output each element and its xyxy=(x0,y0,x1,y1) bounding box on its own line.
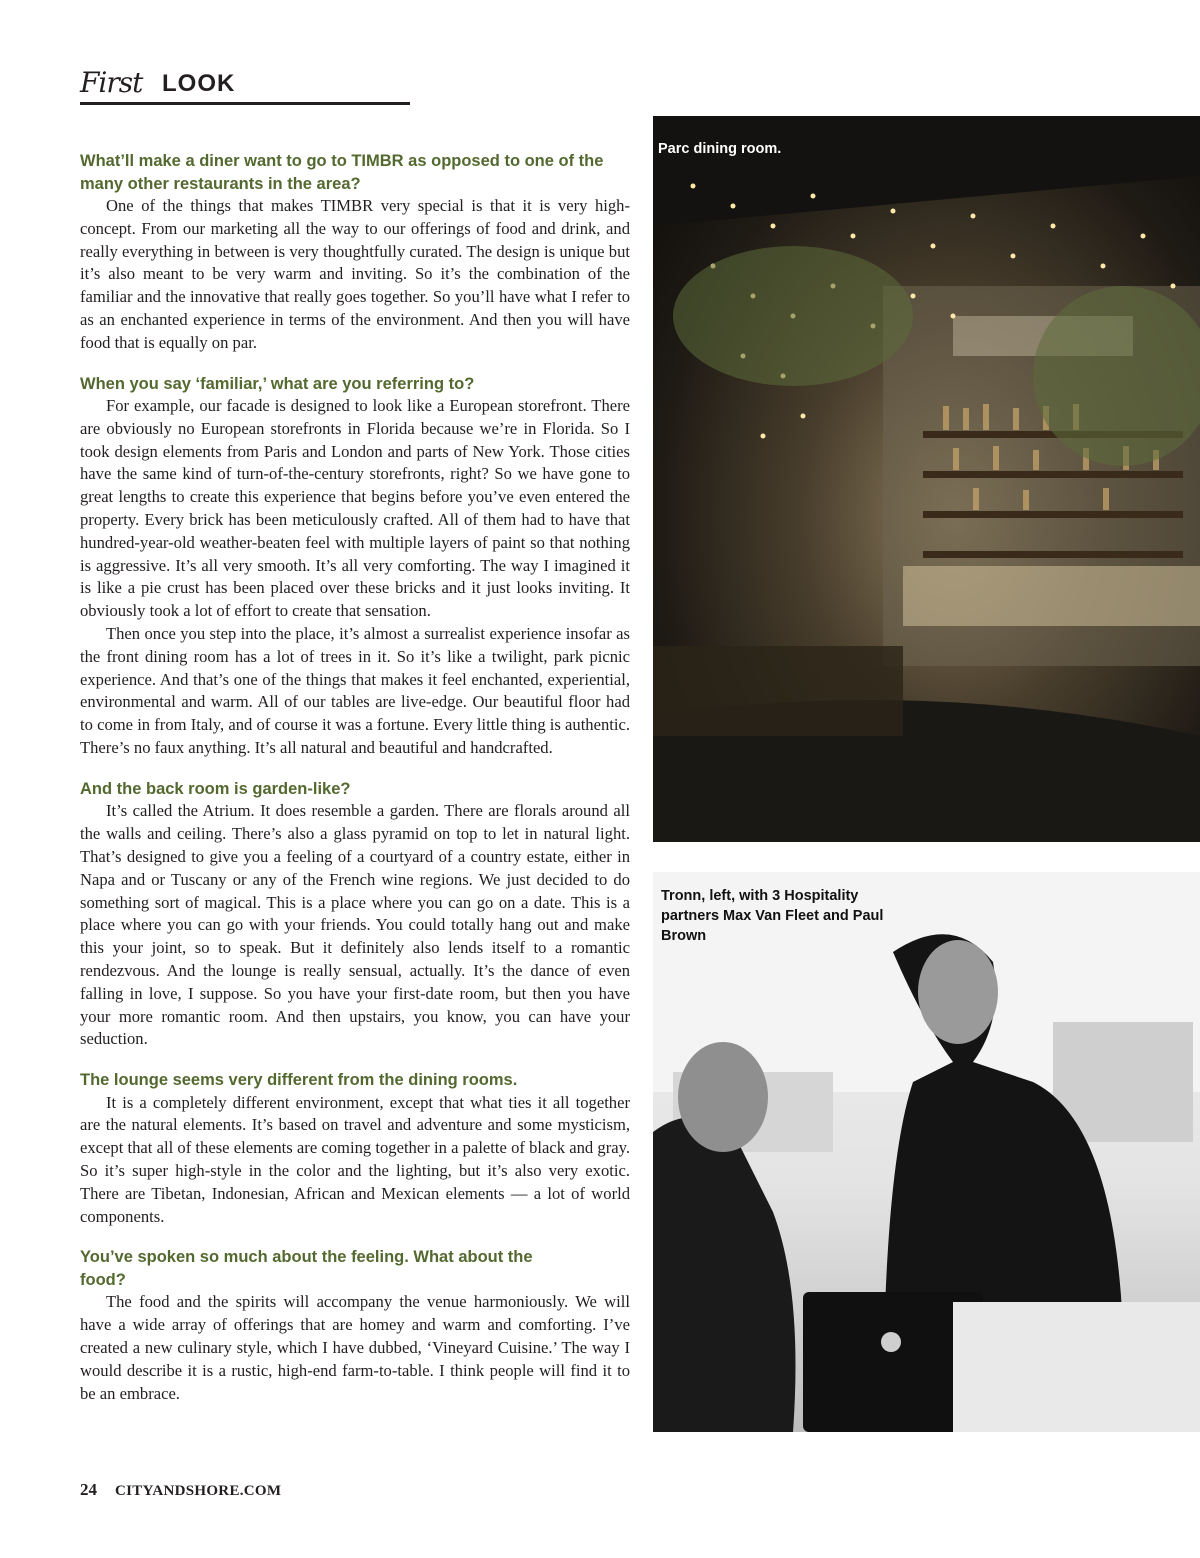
section-title: LOOK xyxy=(162,70,236,97)
section-script-title: First xyxy=(80,66,143,99)
partners-photo xyxy=(653,872,1200,1432)
qa-section xyxy=(80,150,630,355)
dining-room-photo xyxy=(653,116,1200,842)
answer-paragraph: The food and the spirits will accompany the venue harmoniously. We will have a wide array of offerings that are homey and warm and comforting. I’ve created a new culinary style, which I have dubbed, ‘Vineyard Cuisine.’ The way I would describe it is a rustic, high-end farm-to-table. I think people will find it to be an embrace. xyxy=(80,1292,630,1403)
question-heading: What’ll make a diner want to go to TIMBR as opposed to one of the many other restaurants in the area? xyxy=(80,152,604,193)
photo-caption: Parc dining room. xyxy=(658,141,782,157)
answer-paragraph: For example, our facade is designed to look like a European storefront. There are obviously no European storefronts in Florida because we’re in Florida. So I took design elements from Paris and London and parts of New York. Those cities have the same kind of turn-of-the-century storefronts, right? So we have gone to great lengths to create this experience that begins before you’ve even entered the property. Every brick has been meticulously crafted. All of them had to have that hundred-year-old weather-beaten feel with multiple layers of paint so that nothing is aggressive. It’s all very smooth. It’s all very comforting. The way I imagined it is like a pie crust has been placed over these bricks and it just looks inviting. It obviously took a lot of effort to create that sensation. xyxy=(80,396,630,621)
answer-paragraph: It’s called the Atrium. It does resemble a garden. There are florals around all the walls and ceiling. There’s also a glass pyramid on top to let in natural light. That’s designed to give you a feeling of a courtyard of a country estate, either in Napa and or Tuscany or any of the French wine regions. We just decided to do something sort of magical. This is a place where you can go on a date. This is a place where you can go with your friends. You could totally hang out and make this your joint, so to speak. But it definitely also lends itself to a romantic rendezvous. And the lounge is really sensual, actually. It’s the dance of even falling in love, I suppose. So you have your first-date room, but then you have your more romantic room. And then upstairs, you know, you can have your seduction. xyxy=(80,801,630,1049)
partners-illustration xyxy=(653,872,1200,1432)
qa-section xyxy=(80,373,630,760)
qa-section xyxy=(80,778,630,1051)
section-header xyxy=(80,66,410,105)
article-column xyxy=(80,150,630,1423)
site-url: CITYANDSHORE.COM xyxy=(115,1483,282,1499)
question-heading: When you say ‘familiar,’ what are you referring to? xyxy=(80,374,475,393)
question-heading: The lounge seems very different from the dining rooms. xyxy=(80,1071,518,1090)
answer-paragraph: One of the things that makes TIMBR very special is that it is very high-concept. From our marketing all the way to our offerings of food and drink, and really everything in between is very thoughtfully curated. The design is unique but it’s also meant to be very warm and inviting. So it’s the combination of the familiar and the innovative that really goes together. So you’ll have what I refer to as an enchanted experience in terms of the environment. And then you will have food that is equally on par. xyxy=(80,196,630,352)
question-heading: You’ve spoken so much about the feeling. What about the food? xyxy=(80,1248,533,1289)
photo-caption: Tronn, left, with 3 Hospitality partners Max Van Fleet and Paul Brown xyxy=(661,888,884,944)
dining-room-illustration xyxy=(653,116,1200,842)
question-heading: And the back room is garden-like? xyxy=(80,779,351,798)
qa-section xyxy=(80,1246,630,1405)
answer-paragraph: It is a completely different environment, except that what ties it all together are the natural elements. It’s based on travel and adventure and some mysticism, except that all of these elements are coming together in a palette of black and gray. So it’s super high-style in the color and the lighting, but it’s also very exotic. There are Tibetan, Indonesian, African and Mexican elements — a lot of world components. xyxy=(80,1092,630,1226)
page-footer xyxy=(80,1480,281,1500)
qa-section xyxy=(80,1069,630,1228)
page-number: 24 xyxy=(80,1480,97,1499)
answer-paragraph: Then once you step into the place, it’s almost a surrealist experience insofar as the front dining room has a lot of trees in it. So it’s like a twilight, park picnic experience. And that’s one of the things that makes it feel enchanted, experiential, environmental and warm. All of our tables are live-edge. Our beautiful floor had to come in from Italy, and of course it was a fortune. Every little thing is authentic. There’s no faux anything. It’s all natural and beautiful and handcrafted. xyxy=(80,624,630,758)
